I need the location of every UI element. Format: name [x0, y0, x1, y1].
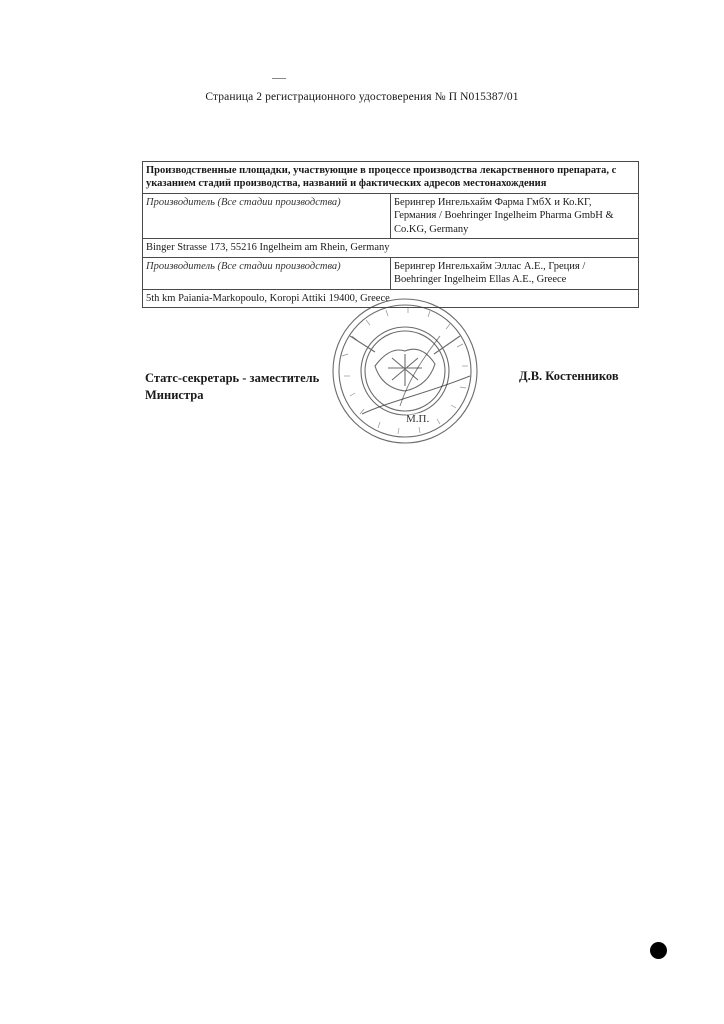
table-heading: Производственные площадки, участвующие в процессе производства лекарственного препарата, с указанием стадий производства, названий и фактических адресов местонахождения: [143, 162, 639, 194]
site-role: Производитель (Все стадии производства): [143, 257, 391, 289]
stamp-place-label: М.П.: [406, 413, 430, 425]
signatory-name: Д.В. Костенников: [519, 369, 619, 383]
table-heading-row: [143, 162, 639, 194]
signatory-title: [145, 370, 319, 404]
site-role: Производитель (Все стадии производства): [143, 193, 391, 238]
page-title: Страница 2 регистрационного удостоверения № П N015387/01: [205, 91, 519, 103]
site-name: Берингер Ингельхайм Эллас А.Е., Греция / Boehringer Ingelheim Ellas A.E., Greece: [391, 257, 639, 289]
table-row: [143, 257, 639, 289]
table-row: [143, 239, 639, 257]
site-address: Binger Strasse 173, 55216 Ingelheim am Rhein, Germany: [143, 239, 639, 257]
production-sites-table: [142, 161, 639, 308]
signatory-title-line: Статс-секретарь - заместитель: [145, 371, 320, 385]
official-seal-stamp: [330, 296, 480, 446]
site-address: 5th km Paiania-Markopoulo, Koropi Attiki 19400, Greece: [143, 289, 639, 307]
table-row: [143, 193, 639, 238]
page-marker-dot: [650, 942, 667, 959]
signatory-title-line: Министра: [145, 387, 204, 402]
site-name: Берингер Ингельхайм Фарма ГмбХ и Ко.КГ, Германия / Boehringer Ingelheim Pharma GmbH & Co.KG, Germany: [391, 193, 639, 238]
scan-speck: [272, 78, 286, 79]
